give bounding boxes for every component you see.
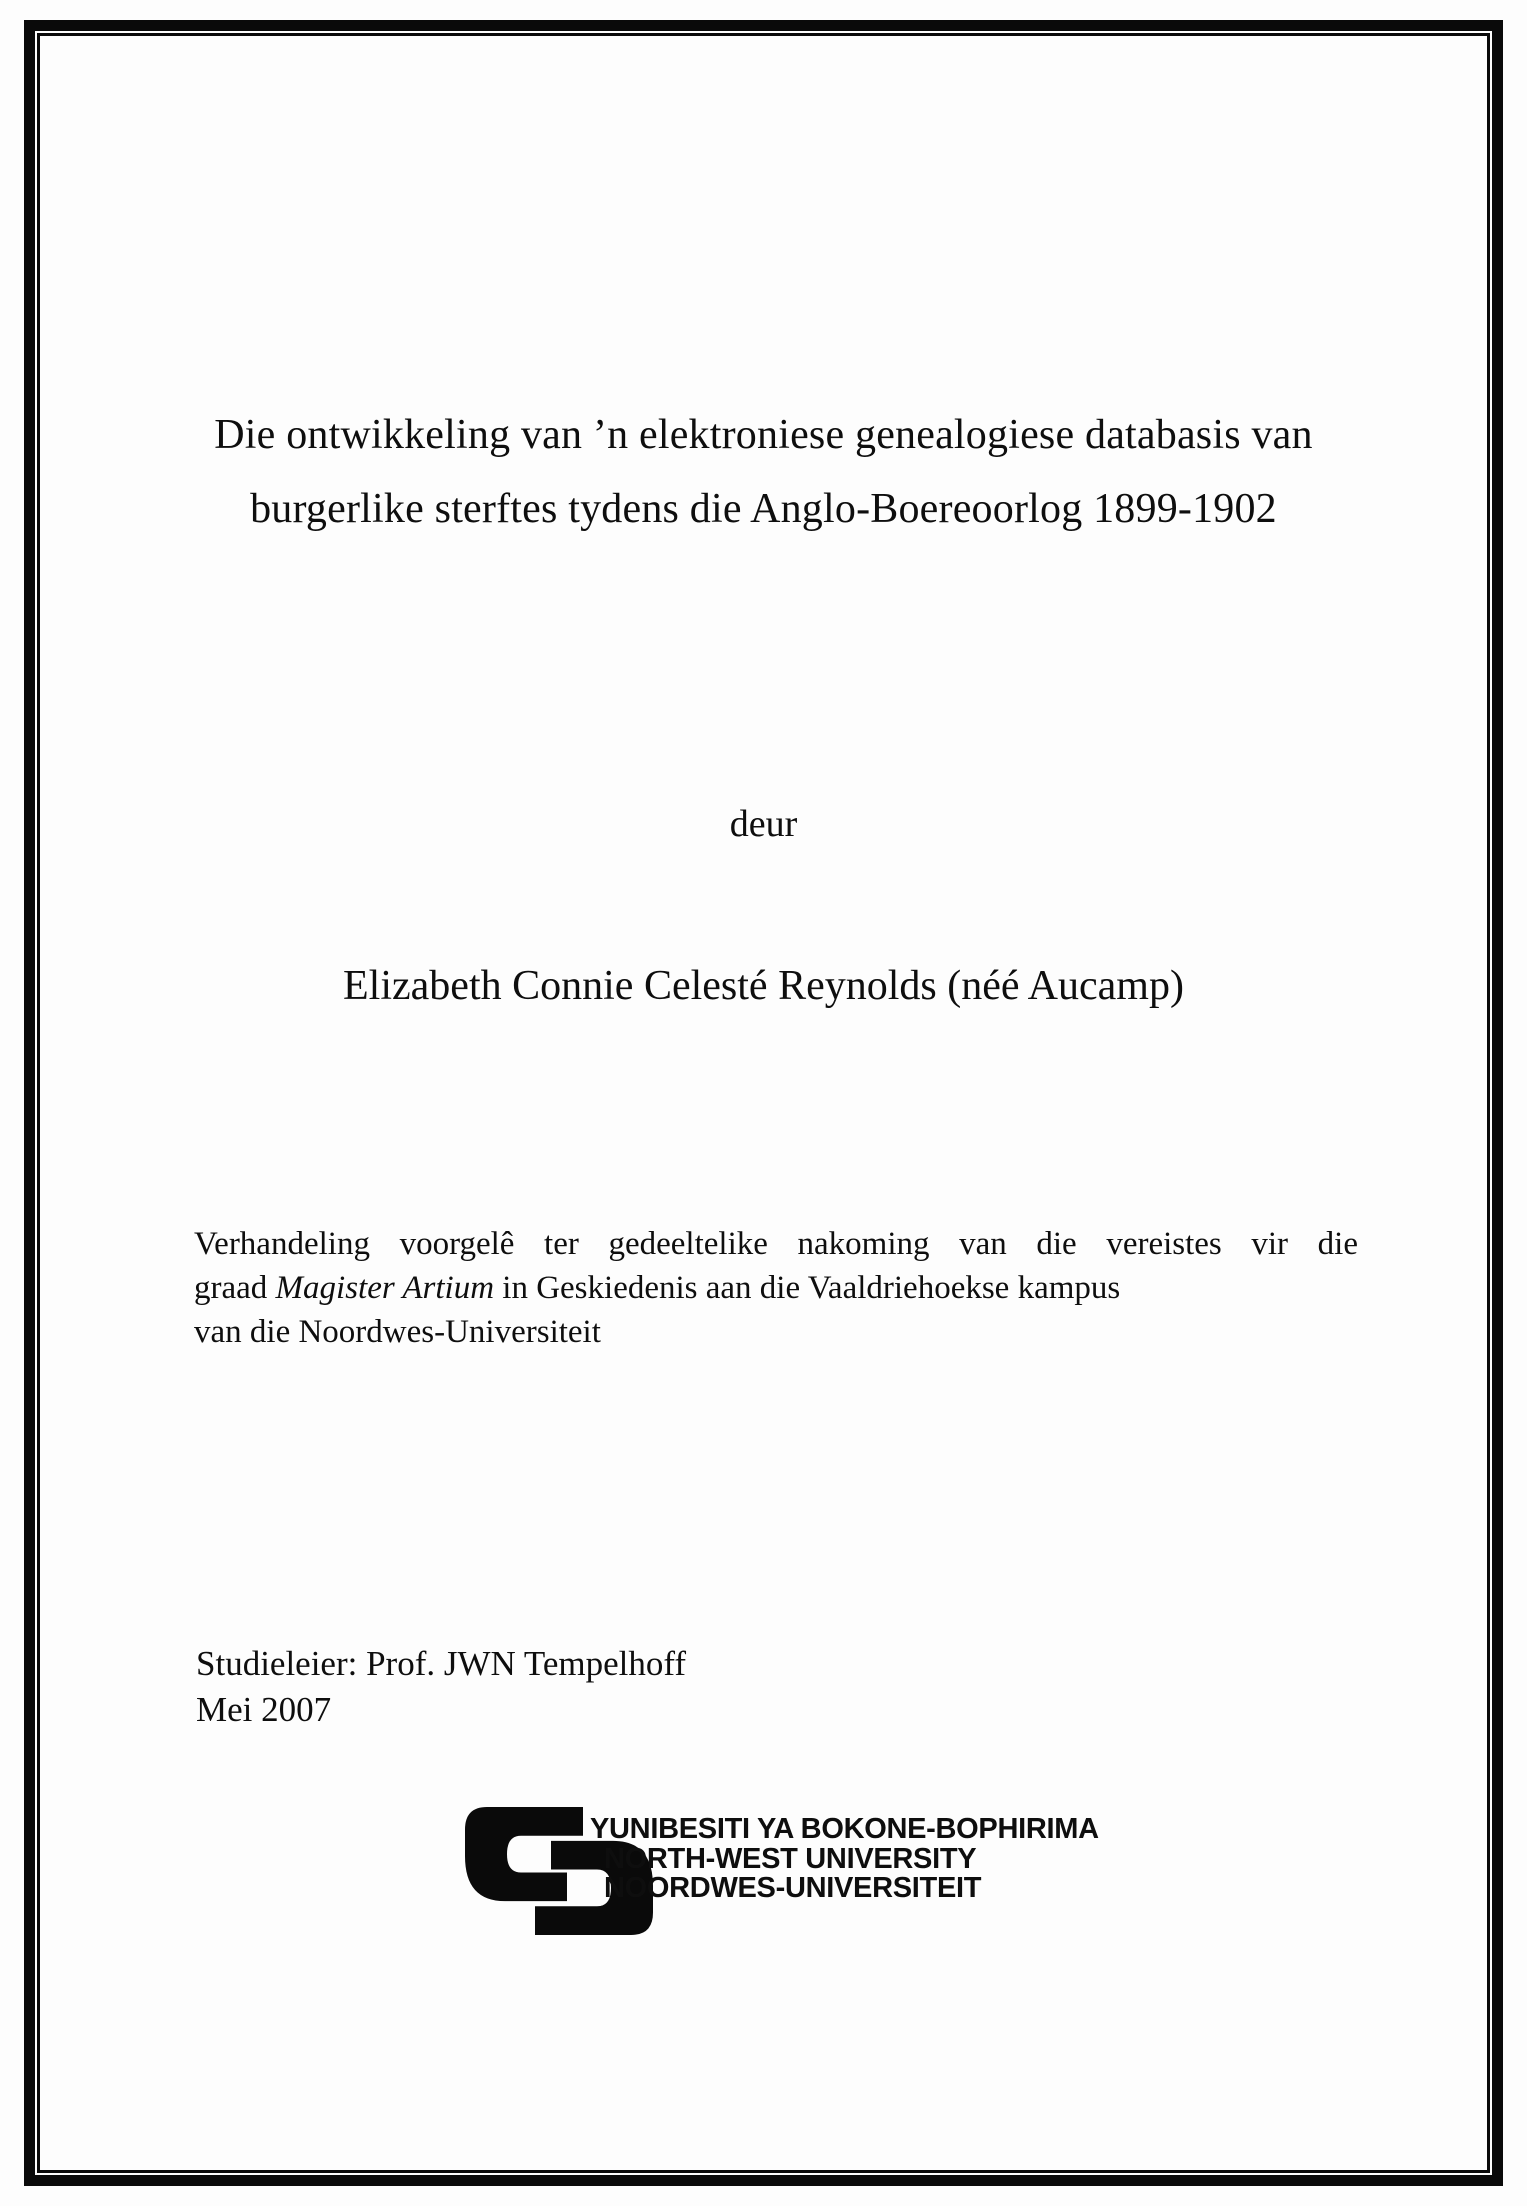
author-name: Elizabeth Connie Celesté Reynolds (néé Aucamp) [343,963,1184,1009]
degree-statement-line-1: Verhandeling voorgelê ter gedeeltelike nakoming van die vereistes vir die [194,1226,1358,1262]
degree-statement-line-2-pre: graad [194,1270,276,1306]
logo-text-english: NORTH-WEST UNIVERSITY [604,1843,977,1875]
byline-deur: deur [729,803,798,845]
degree-statement-line-2 [194,1266,1358,1310]
thesis-title-line-1: Die ontwikkeling van ’n elektroniese genealogiese databasis van [214,412,1313,458]
degree-statement-line-2-post: in Geskiedenis aan die Vaaldriehoekse kampus [494,1270,1121,1306]
degree-name-italic: Magister Artium [275,1270,495,1306]
degree-statement [194,1222,1358,1354]
supervisor-line: Studieleier: Prof. JWN Tempelhoff [196,1644,687,1683]
logo-text-setswana: YUNIBESITI YA BOKONE-BOPHIRIMA [590,1813,1099,1845]
date-line: Mei 2007 [196,1690,332,1729]
supervisor-block [196,1641,686,1733]
degree-statement-line-3: van die Noordwes-Universiteit [194,1314,601,1350]
thesis-title-line-2: burgerlike sterftes tydens die Anglo-Boereoorlog 1899-1902 [250,486,1277,532]
thesis-title [90,398,1437,546]
logo-text-afrikaans: NOORDWES-UNIVERSITEIT [604,1872,982,1904]
